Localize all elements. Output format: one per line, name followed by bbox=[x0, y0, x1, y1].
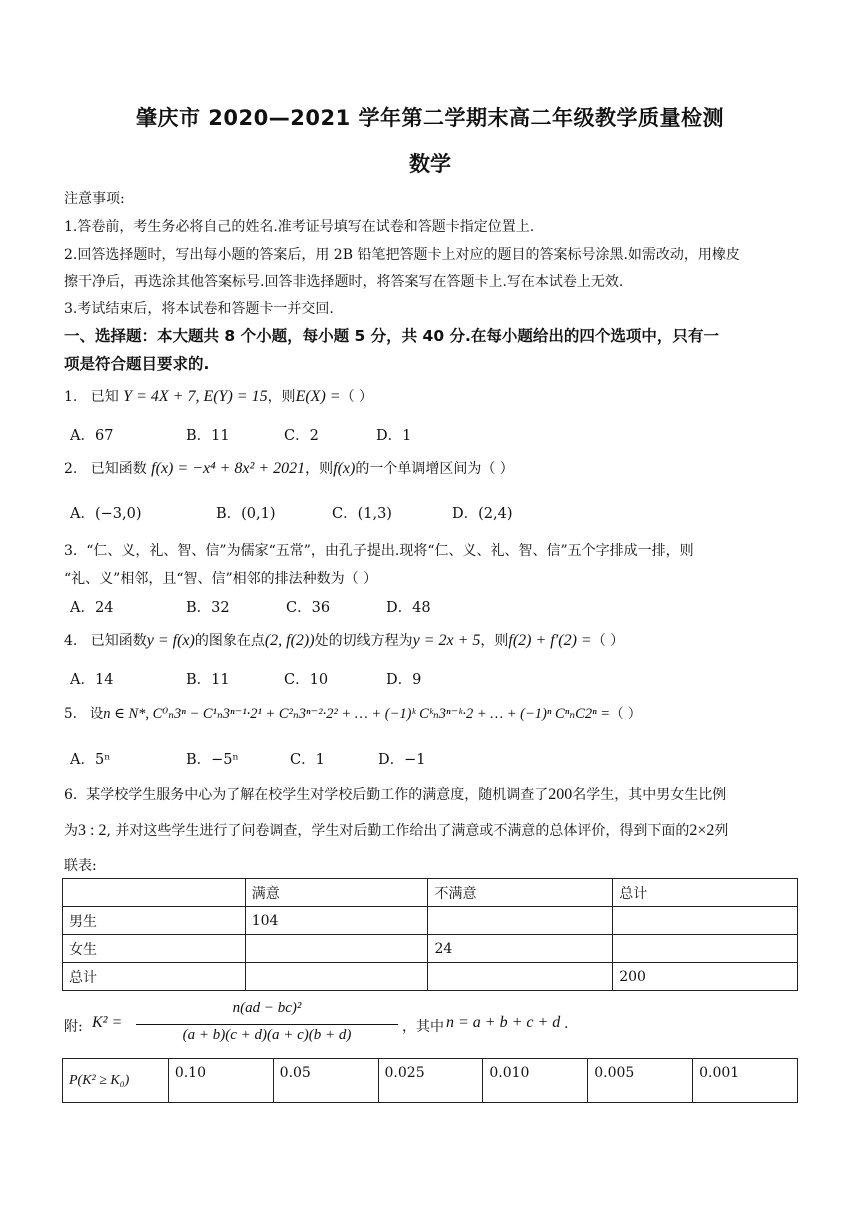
q4-option-d: D．9 bbox=[386, 672, 422, 688]
q2-option-d: D．(2,4) bbox=[452, 506, 513, 522]
table-cell bbox=[63, 879, 246, 907]
math-expression: n ∈ N*, C⁰ₙ3ⁿ − C¹ₙ3ⁿ⁻¹·2¹ + C²ₙ3ⁿ⁻²·2² + … + (−1)ᵏ Cᵏₙ3ⁿ⁻ᵏ·2 + … + (−1)ⁿ CⁿₙC2ⁿ = bbox=[103, 706, 611, 722]
table-cell: 104 bbox=[245, 907, 428, 935]
table-row bbox=[63, 1059, 798, 1103]
q5-option-a: A．5ⁿ bbox=[70, 752, 111, 768]
table-cell: 0.010 bbox=[483, 1059, 588, 1103]
section1-heading-cont: 项是符合题目要求的. bbox=[64, 355, 210, 373]
question-text: 名学生，其中男女生比例 bbox=[572, 787, 727, 803]
table-cell: 0.005 bbox=[588, 1059, 693, 1103]
q2-option-a: A．(−3,0) bbox=[70, 506, 142, 522]
math-expression: (2, f(2)) bbox=[264, 632, 315, 649]
q4-option-a: A．14 bbox=[70, 672, 114, 688]
q4-option-c: C．10 bbox=[284, 672, 329, 688]
math-expression: y = f(x) bbox=[146, 632, 195, 649]
math-expression: y = 2x + 5 bbox=[412, 632, 481, 649]
table-header-cell: 不满意 bbox=[428, 879, 613, 907]
contingency-table bbox=[62, 878, 798, 991]
question-text: 已知函数 bbox=[90, 461, 147, 477]
q2-option-c: C．(1,3) bbox=[332, 506, 392, 522]
exam-title: 肇庆市 2020—2021 学年第二学期末高二年级教学质量检测 bbox=[135, 106, 724, 130]
q3-option-c: C．36 bbox=[286, 600, 331, 616]
table-cell bbox=[613, 935, 798, 963]
question-number: 6. bbox=[64, 787, 78, 803]
notice-item-2-cont: 擦干净后，再选涂其他答案标号.回答非选择题时，将答案写在答题卡上.写在本试卷上无效. bbox=[64, 274, 624, 290]
q1-option-d: D．1 bbox=[376, 428, 412, 444]
formula-block bbox=[64, 1000, 804, 1054]
question-text: ，则 bbox=[267, 389, 296, 405]
notice-heading: 注意事项: bbox=[64, 191, 125, 207]
answer-blank: （ ） bbox=[591, 633, 625, 649]
table-row bbox=[63, 963, 798, 991]
table-cell: 女生 bbox=[63, 935, 246, 963]
table-cell: 0.001 bbox=[693, 1059, 798, 1103]
q3-option-a: A．24 bbox=[70, 600, 114, 616]
q1-option-b: B．11 bbox=[186, 428, 230, 444]
table-cell: 总计 bbox=[63, 963, 246, 991]
question-6 bbox=[64, 784, 804, 804]
question-text: , 并对这些学生进行了问卷调查，学生对后勤工作给出了满意或不满意的总体评价，得到下面的 bbox=[106, 823, 690, 839]
question-number: 1. bbox=[64, 389, 78, 405]
table-cell bbox=[245, 963, 428, 991]
q4-option-b: B．11 bbox=[186, 672, 230, 688]
table-header-cell: P(K² ≥ K₀) bbox=[63, 1059, 169, 1103]
fraction-numerator: n(ad − bc)² bbox=[232, 1000, 302, 1016]
fraction-denominator: (a + b)(c + d)(a + c)(b + d) bbox=[182, 1027, 352, 1043]
table-cell: 0.10 bbox=[168, 1059, 273, 1103]
question-number: 4. bbox=[64, 633, 78, 649]
answer-blank: （ ） bbox=[610, 706, 642, 722]
answer-blank: （ ） bbox=[340, 389, 374, 405]
math-expression: Y = 4X + 7, E(Y) = 15 bbox=[123, 388, 268, 405]
question-text: 为 bbox=[64, 823, 78, 839]
math-expression: f(2) + f′(2) = bbox=[508, 632, 592, 649]
q5-option-d: D．−1 bbox=[378, 752, 426, 768]
math-number: 200 bbox=[548, 786, 573, 803]
table-cell bbox=[245, 935, 428, 963]
q3-option-b: B．32 bbox=[186, 600, 230, 616]
question-4 bbox=[64, 630, 804, 650]
question-text: 列 bbox=[714, 823, 729, 839]
fraction-bar bbox=[136, 1024, 398, 1025]
math-expression: f(x) bbox=[333, 460, 356, 477]
formula-where: n = a + b + c + d bbox=[446, 1014, 561, 1031]
question-text: “仁、义，礼、智、信”为儒家“五常”，由孔子提出.现将“仁、义、礼、智、信”五个字排成一排，则 bbox=[86, 543, 694, 559]
table-cell: 200 bbox=[613, 963, 798, 991]
question-text: 已知 bbox=[90, 389, 119, 405]
formula-text: ，其中 bbox=[402, 1019, 444, 1035]
math-number: 2×2 bbox=[689, 822, 715, 839]
question-5 bbox=[64, 702, 804, 723]
table-header-cell: 满意 bbox=[245, 879, 428, 907]
notice-item-2: 2.回答选择题时，写出每小题的答案后，用 2B 铅笔把答题卡上对应的题目的答案标号涂黑.如需改动，用橡皮 bbox=[64, 247, 740, 263]
notice-item-3: 3.考试结束后，将本试卷和答题卡一并交回. bbox=[64, 301, 334, 317]
q2-option-b: B．(0,1) bbox=[216, 506, 276, 522]
question-text: 处的切线方程为 bbox=[314, 633, 413, 649]
q1-option-a: A．67 bbox=[70, 428, 114, 444]
question-text: 已知函数 bbox=[90, 633, 147, 649]
question-6-cont bbox=[64, 820, 804, 840]
fraction bbox=[136, 1000, 398, 1044]
table-row bbox=[63, 935, 798, 963]
formula-end: . bbox=[564, 1016, 569, 1032]
math-expression: E(X) = bbox=[295, 388, 341, 405]
question-6-cont-2: 联表: bbox=[64, 858, 97, 874]
section1-heading: 一、选择题：本大题共 8 个小题，每小题 5 分，共 40 分.在每小题给出的四个选项中，只有一 bbox=[64, 327, 719, 345]
table-row bbox=[63, 907, 798, 935]
notice-item-1: 1.答卷前，考生务必将自己的姓名.准考证号填写在试卷和答题卡指定位置上. bbox=[64, 219, 535, 235]
math-ratio: 3 : 2 bbox=[78, 822, 107, 839]
table-header-cell: 总计 bbox=[613, 879, 798, 907]
question-2 bbox=[64, 458, 804, 478]
formula-prefix: 附: bbox=[64, 1019, 83, 1035]
table-cell: 0.025 bbox=[378, 1059, 483, 1103]
critical-value-table bbox=[62, 1058, 798, 1103]
table-cell: 男生 bbox=[63, 907, 246, 935]
table-cell: 0.05 bbox=[273, 1059, 378, 1103]
question-text: 的图象在点 bbox=[194, 633, 265, 649]
q5-option-c: C．1 bbox=[290, 752, 325, 768]
table-cell bbox=[428, 907, 613, 935]
question-text: 某学校学生服务中心为了解在校学生对学校后勤工作的满意度，随机调查了 bbox=[86, 787, 549, 803]
question-number: 3. bbox=[64, 543, 78, 559]
question-number: 2. bbox=[64, 461, 78, 477]
q3-option-d: D．48 bbox=[386, 600, 431, 616]
q5-option-b: B．−5ⁿ bbox=[186, 752, 239, 768]
question-3 bbox=[64, 540, 804, 560]
q1-option-c: C．2 bbox=[284, 428, 319, 444]
question-text: ，则 bbox=[480, 633, 509, 649]
table-cell bbox=[613, 907, 798, 935]
question-3-cont: “礼、义”相邻，且“智、信”相邻的排法种数为（ ） bbox=[64, 571, 378, 587]
question-number: 5. bbox=[64, 706, 77, 722]
question-text: 设 bbox=[89, 706, 104, 722]
table-cell bbox=[428, 963, 613, 991]
table-cell: 24 bbox=[428, 935, 613, 963]
question-text: ，则 bbox=[305, 461, 334, 477]
math-expression: f(x) = −x⁴ + 8x² + 2021 bbox=[151, 460, 306, 477]
question-1 bbox=[64, 386, 804, 406]
exam-subject: 数学 bbox=[409, 152, 451, 176]
formula-lhs: K² = bbox=[92, 1014, 123, 1031]
question-text: 的一个单调增区间为（ ） bbox=[355, 461, 514, 477]
table-header-row bbox=[63, 879, 798, 907]
